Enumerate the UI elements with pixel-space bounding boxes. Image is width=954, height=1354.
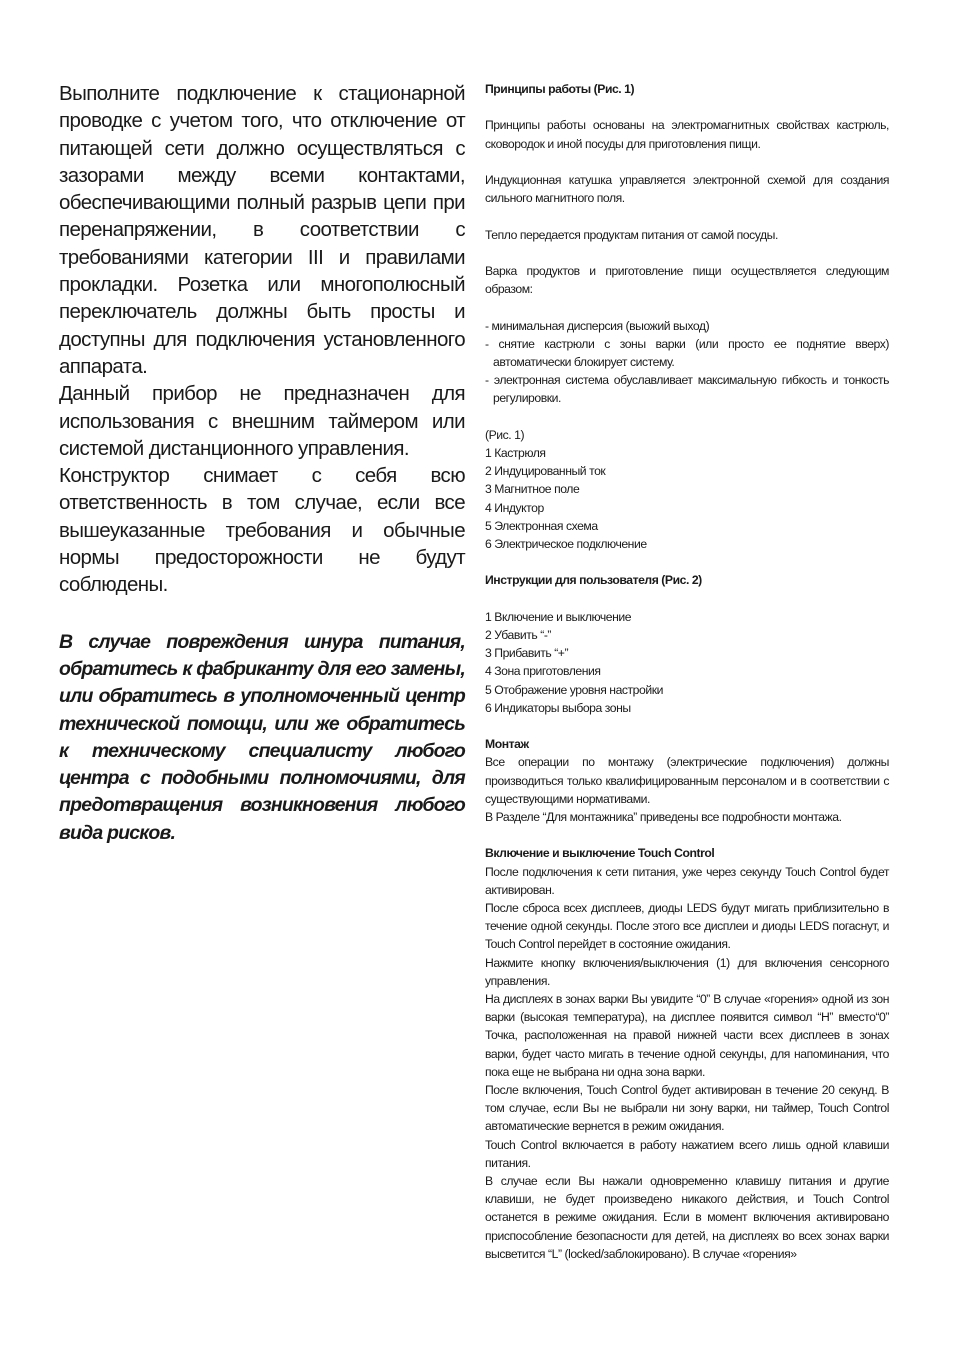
list-item: - минимальная дисперсия (выожий выход) <box>485 318 710 333</box>
timer-paragraph: Данный прибор не предназначен для использования с внешним таймером или системой дистанционного управления. <box>59 382 465 460</box>
list-item: - снятие кастрюли с зоны варки (или просто ее поднятие вверх) автоматически блокирует систему. <box>485 336 889 369</box>
list-item: 1 Включение и выключение <box>485 609 632 624</box>
right-column <box>485 80 889 1263</box>
list-item: 4 Зона приготовления <box>485 664 601 679</box>
user-instructions-list <box>485 608 889 717</box>
touch-text-4: На дисплеях в зонах варки Вы увидите “0” В случае «горения» одной из зон варки (высокая температура), на дисплее появится символ “H” вместо“0” Точка, расположенная на правой нижней части всех дисплеев в зонах варки, будет часто мигать в течение одной секунды, для напоминания, что пока еще не выбрана ни одна зона варки. <box>485 992 889 1079</box>
installation-paragraph: Выполните подключение к стационарной проводке с учетом того, что отключение от питающей сети должно осуществляться с зазорами между всеми контактами, обеспечивающими полный разрыв цепи при перенапряжении, в соответствии с требованиями категории III и правилами прокладки. Розетка или многополюсный переключатель должны быть просты и доступны для подключения установленного аппарата. <box>59 82 465 378</box>
list-item: 6 Электрическое подключение <box>485 536 647 551</box>
principles-heading: Принципы работы (Рис. 1) <box>485 82 635 96</box>
principles-bullet-list <box>485 317 889 408</box>
principles-text-4: Варка продуктов и приготовление пищи осуществляется следующим образом: <box>485 263 889 297</box>
list-item: - электронная система обуславливает максимальную гибкость и тонкость регулировки. <box>485 373 889 406</box>
touch-text-5: После включения, Touch Control будет активирован в течение 20 секунд. В том случае, если Вы не выбрали ни зону варки, ни таймер, Touch Control автоматические вернется в режим ожидания. <box>485 1083 889 1134</box>
user-instructions-heading: Инструкции для пользователя (Рис. 2) <box>485 573 702 588</box>
list-item: 2 Индуцированный ток <box>485 464 606 479</box>
mount-text-2: В Разделе “Для монтажника” приведены все подробности монтажа. <box>485 809 842 824</box>
fig1-caption: (Рис. 1) <box>485 427 525 442</box>
principles-text-1: Принципы работы основаны на электромагнитных свойствах кастрюль, сковородок и иной посуды для приготовления пищи. <box>485 118 889 151</box>
touch-text-6: Touch Control включается в работу нажатием всего лишь одной клавиши питания. <box>485 1137 889 1170</box>
mount-text-1: Все операции по монтажу (электрические подключения) должны производиться только квалифицированным персоналом и в соответствии с существующими нормативами. <box>485 755 889 806</box>
touch-text-7: В случае если Вы нажали одновременно клавишу питания и другие клавиши, не будет произведено никакого действия, и Touch Control останется в режиме ожидания. Если в момент включения активировано приспособление безопасности для детей, на дисплеях во всех зонах варки высветится “L” (locked/заблокировано). В случае «горения» <box>485 1174 889 1261</box>
principles-text-2: Индукционная катушка управляется электронной схемой для создания сильного магнитного поля. <box>485 172 889 206</box>
list-item: 2 Убавить “-” <box>485 627 552 642</box>
touch-control-heading: Включение и выключение Touch Control <box>485 846 715 861</box>
list-item: 3 Прибавить “+” <box>485 646 569 661</box>
left-column <box>59 80 465 847</box>
list-item: 6 Индикаторы выбора зоны <box>485 700 631 715</box>
power-cord-warning: В случае повреждения шнура питания, обратитесь к фабриканту для его замены, или обратитесь в уполномоченный центр технической помощи, или же обратитесь к техническому специалисту любого центра с подобными полномочиями, для предотвращения возникновения любого вида рисков. <box>59 630 465 844</box>
responsibility-paragraph: Конструктор снимает с себя всю ответственность в том случае, если все вышеуказанные требования и обычные нормы предосторожности не будут соблюдены. <box>59 464 465 597</box>
list-item: 1 Кастрюля <box>485 445 546 460</box>
fig1-legend-list <box>485 444 889 553</box>
list-item: 5 Отображение уровня настройки <box>485 682 663 697</box>
list-item: 4 Индуктор <box>485 500 544 515</box>
mount-heading: Монтаж <box>485 737 529 752</box>
list-item: 5 Электронная схема <box>485 518 598 533</box>
list-item: 3 Магнитное поле <box>485 482 580 497</box>
touch-text-2: После сброса всех дисплеев, диоды LEDS будут мигать приблизительно в течение одной секунды. После этого все дисплеи и диоды LEDS погаснут, и Touch Control перейдет в состояние ожидания. <box>485 900 889 952</box>
principles-text-3: Тепло передается продуктам питания от самой посуды. <box>485 227 778 242</box>
touch-text-1: После подключения к сети питания, уже через секунду Touch Control будет активирован. <box>485 864 889 897</box>
touch-text-3: Нажмите кнопку включения/выключения (1) для включения сенсорного управления. <box>485 955 889 988</box>
